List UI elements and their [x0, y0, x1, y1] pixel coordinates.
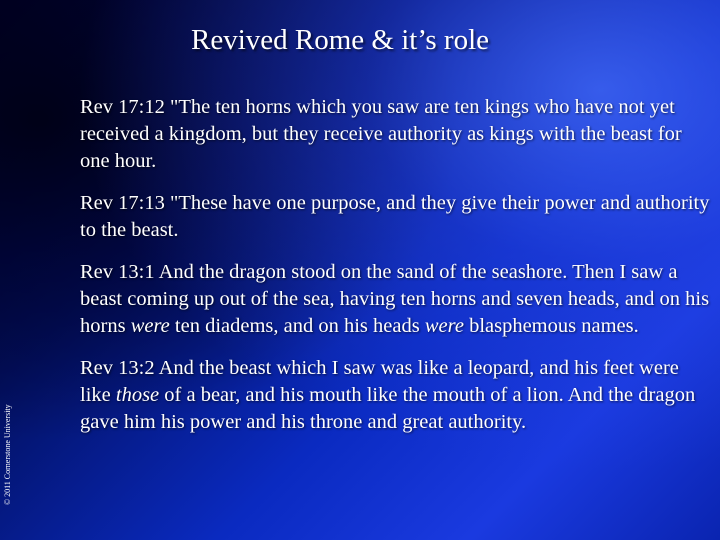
- verse-text: of a bear, and his mouth like the mouth of a lion. And the dragon gave him his power and his throne and great authority.: [80, 384, 696, 433]
- verse-paragraph: [80, 259, 710, 340]
- verse-text: Rev 17:13 "These have one purpose, and they give their power and authority to the beast.: [80, 192, 710, 241]
- verse-list: [80, 94, 710, 451]
- slide-title: Revived Rome & it’s role: [190, 24, 489, 56]
- verse-paragraph: [80, 190, 710, 244]
- verse-text: Rev 17:12 "The ten horns which you saw are ten kings who have not yet received a kingdom, but they receive authority as kings with the beast for one hour.: [80, 96, 682, 172]
- verse-italic-text: were: [130, 315, 170, 337]
- verse-text: ten diadems, and on his heads: [169, 315, 425, 337]
- verse-paragraph: [80, 94, 710, 175]
- verse-paragraph: [80, 355, 710, 436]
- copyright-notice: © 2011 Cornerstone University: [3, 404, 12, 505]
- verse-text: Rev 13:1 And the dragon stood on the sand of the seashore. Then I saw a beast coming up out of the sea, having ten horns and seven heads, and on his horns: [80, 261, 710, 337]
- verse-text: Rev 13:2 And the beast which I saw was like a leopard, and his feet were like: [80, 357, 679, 406]
- verse-text: blasphemous names.: [463, 315, 639, 337]
- verse-italic-text: those: [115, 384, 160, 406]
- verse-italic-text: were: [424, 315, 464, 337]
